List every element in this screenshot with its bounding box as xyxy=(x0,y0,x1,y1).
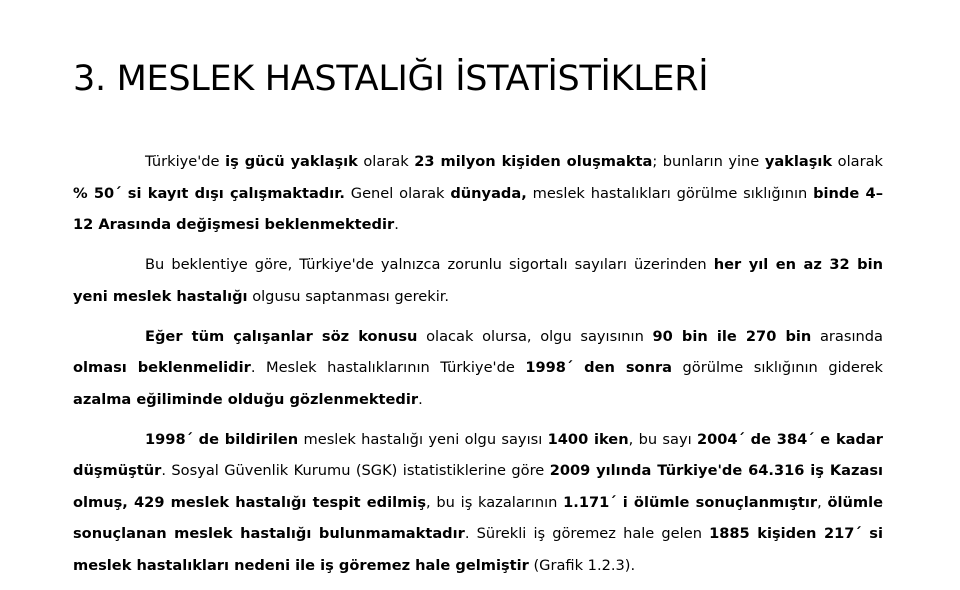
text-run: meslek hastalıkları görülme sıklığının xyxy=(526,184,814,202)
bold-text-run: 90 bin ile 270 bin xyxy=(652,327,812,345)
bold-text-run: Eğer tüm çalışanlar söz konusu xyxy=(145,327,418,345)
bold-text-run: % 50´ si kayıt dışı çalışmaktadır. xyxy=(73,184,345,202)
text-run: Bu beklentiye göre, Türkiye'de yalnızca zorunlu sigortalı sayıları üzerinden xyxy=(145,256,714,273)
text-run: , bu sayı xyxy=(628,430,697,448)
bold-text-run: 1998´ de bildirilen xyxy=(145,430,299,448)
text-run: , xyxy=(817,493,828,511)
bold-text-run: yaklaşık xyxy=(764,153,833,170)
text-run: ; bunların yine xyxy=(652,153,765,170)
bold-text-run: dünyada, xyxy=(450,184,527,202)
text-run: , bu iş kazalarının xyxy=(426,493,564,511)
text-run: olarak xyxy=(357,153,415,170)
slide-title: 3. MESLEK HASTALIĞI İSTATİSTİKLERİ xyxy=(73,59,709,99)
bold-text-run: 1400 iken xyxy=(547,430,629,448)
body-paragraph-3 xyxy=(73,321,888,416)
bold-text-run: azalma eğiliminde olduğu gözlenmektedir xyxy=(73,390,419,408)
text-run: arasında xyxy=(811,327,888,345)
bold-text-run: binde 4–12 Arasında değişmesi beklenmektedir xyxy=(73,184,884,233)
text-run: görülme sıklığının giderek xyxy=(672,359,888,376)
text-run: Türkiye'de xyxy=(145,153,226,170)
text-run: olgusu saptanması gerekir. xyxy=(247,287,450,305)
text-run: meslek hastalığı yeni olgu sayısı xyxy=(298,430,548,448)
text-run: . xyxy=(418,390,423,408)
bold-text-run: olması beklenmelidir xyxy=(73,359,251,376)
text-run: . Sürekli iş göremez hale gelen xyxy=(464,525,710,542)
bold-text-run: iş gücü yaklaşık xyxy=(225,153,358,170)
text-run: Genel olarak xyxy=(344,184,451,202)
slide-body xyxy=(73,146,889,590)
bold-text-run: 23 milyon kişiden oluşmakta xyxy=(414,153,653,170)
bold-text-run: 1998´ den sonra xyxy=(525,359,673,376)
bold-text-run: 2004´ de 384´ e kadar düşmüştür xyxy=(73,430,889,479)
text-run: olarak xyxy=(832,153,888,170)
bold-text-run: her yıl en az 32 bin yeni meslek hastalığı xyxy=(73,256,889,305)
text-run: . Sosyal Güvenlik Kurumu (SGK) istatistiklerine göre xyxy=(161,462,550,479)
text-run: . Meslek hastalıklarının Türkiye'de xyxy=(250,359,526,376)
body-paragraph-1 xyxy=(73,146,888,241)
body-paragraph-2 xyxy=(73,249,889,312)
body-paragraph-4 xyxy=(73,424,889,582)
bold-text-run: 1.171´ i ölümle sonuçlanmıştır xyxy=(563,493,818,511)
text-run: (Grafik 1.2.3). xyxy=(528,556,636,574)
bold-text-run: ölümle sonuçlanan meslek hastalığı bulunmamaktadır xyxy=(73,493,889,542)
text-run: . xyxy=(394,216,399,233)
text-run: olacak olursa, olgu sayısının xyxy=(417,327,653,345)
bold-text-run: 2009 yılında Türkiye'de 64.316 iş Kazası olmuş, 429 meslek hastalığı tespit edilmiş xyxy=(73,462,889,511)
bold-text-run: 1885 kişiden 217´ si meslek hastalıkları nedeni ile iş göremez hale gelmiştir xyxy=(73,525,889,574)
